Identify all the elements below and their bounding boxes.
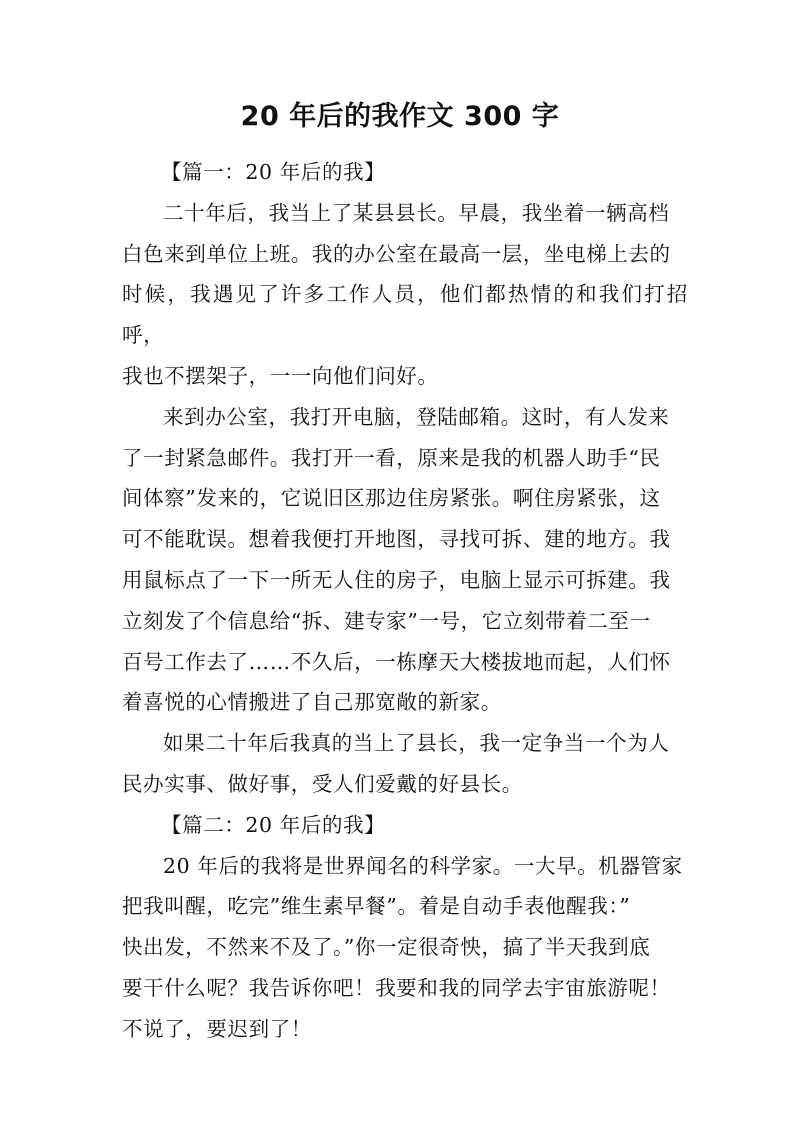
document-body <box>122 152 688 1050</box>
paragraph-1-1: 二十年后，我当上了某县县长。早晨，我坐着一辆高档 白色来到单位上班。我的办公室在最高一层，坐电梯上去的 时候，我遇见了许多工作人员，他们都热情的和我们打招呼， 我也不摆架子，一一向他们问好。 <box>122 200 688 388</box>
section-heading-1: 【篇一：20 年后的我】 <box>161 160 386 184</box>
paragraph-1-2: 来到办公室，我打开电脑，登陆邮箱。这时，有人发来 了一封紧急邮件。我打开一看，原来是我的机器人助手“民 间体察”发来的，它说旧区那边住房紧张。啊住房紧张，这 可不能耽误。想着我便打开地图，寻找可拆、建的地方。我 用鼠标点了一下一所无人住的房子，电脑上显示可拆建。我 立刻发了个信息给“拆、建专家”一号，它立刻带着二至一 百号工作去了……不久后，一栋摩天大楼拔地而起，人们怀 着喜悦的心情搬进了自己那宽敞的新家。 <box>122 404 671 715</box>
paragraph-2-1: 20 年后的我将是世界闻名的科学家。一大早。机器管家 把我叫醒，吃完”维生素早餐”。着是自动手表他醒我：” 快出发，不然来不及了。”你一定很奇怏，搞了半天我到底 要干什么呢？我告诉你吧！我要和我的同学去宇宙旅游呢！ 不说了，要迟到了！ <box>122 853 683 1041</box>
paragraph-1-3: 如果二十年后我真的当上了县长，我一定争当一个为人 民办实事、做好事，受人们爱戴的好县长。 <box>122 731 670 796</box>
document-title: 20 年后的我作文 300 字 <box>240 101 560 132</box>
section-heading-2: 【篇二：20 年后的我】 <box>161 812 386 837</box>
